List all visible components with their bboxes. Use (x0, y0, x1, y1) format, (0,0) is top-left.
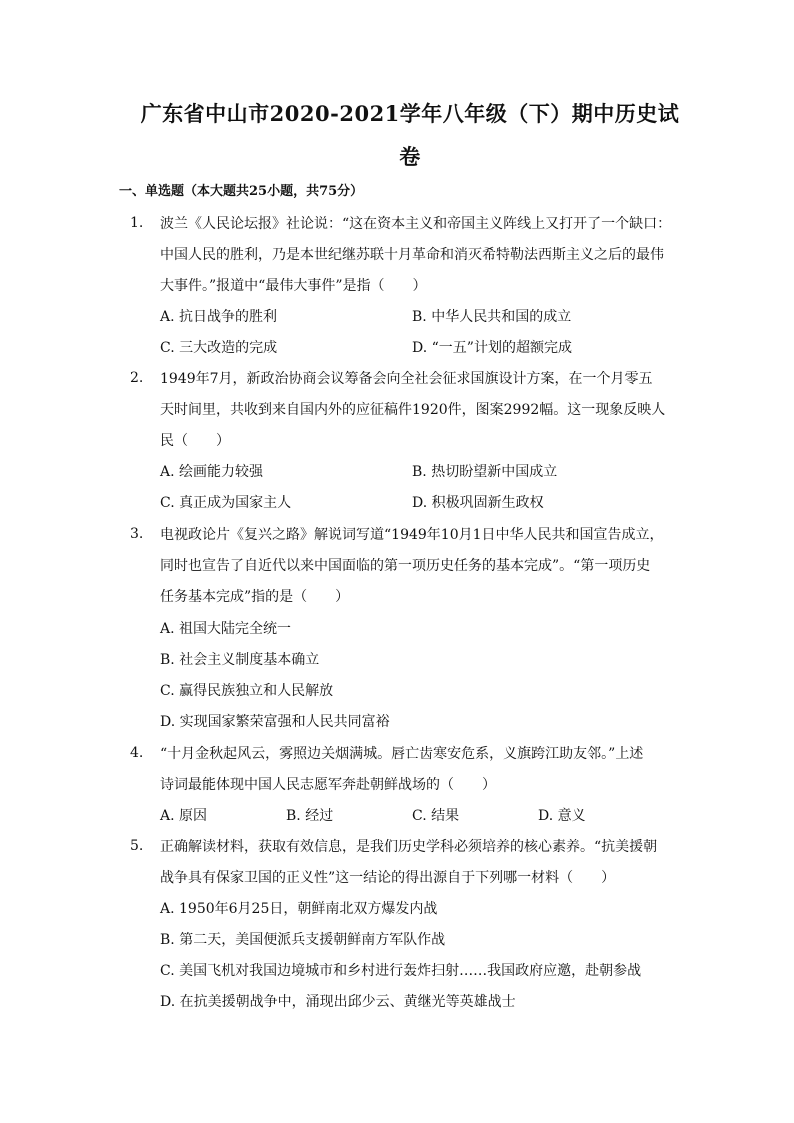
option-d: D. 意义 (538, 808, 586, 824)
question-number: 5. (130, 838, 144, 854)
question-stem-line: 任务基本完成”指的是（ ） (160, 589, 350, 605)
option-a: A. 抗日战争的胜利 (160, 309, 278, 325)
exam-title-line2: 卷 (399, 144, 421, 169)
option-c: C. 真正成为国家主人 (160, 495, 292, 511)
option-d: D. 积极巩固新生政权 (412, 495, 544, 511)
question-stem-line: 1949年7月，新政治协商会议筹备会向全社会征求国旗设计方案，在一个月零五 (160, 371, 653, 387)
question-stem-line: 中国人民的胜利，乃是本世纪继苏联十月革命和消灭希特勒法西斯主义之后的最伟 (160, 247, 664, 263)
question-number: 2. (130, 370, 144, 386)
option-b: B. 经过 (286, 808, 334, 824)
option-a: A. 祖国大陆完全统一 (160, 621, 292, 637)
option-a: A. 1950年6月25日，朝鲜南北双方爆发内战 (160, 901, 438, 917)
option-d: D. 实现国家繁荣富强和人民共同富裕 (160, 714, 390, 730)
exam-title-line1: 广东省中山市2020-2021学年八年级（下）期中历史试 (140, 101, 680, 126)
question-number: 4. (130, 745, 144, 761)
question-stem-line: 波兰《人民论坛报》社论说：“这在资本主义和帝国主义阵线上又打开了一个缺口： (160, 216, 672, 232)
option-c: C. 美国飞机对我国边境城市和乡村进行轰炸扫射……我国政府应邀，赴朝参战 (160, 963, 642, 979)
question-stem-line: 诗词最能体现中国人民志愿军奔赴朝鲜战场的（ ） (160, 777, 496, 793)
option-c: C. 三大改造的完成 (160, 340, 278, 356)
question-stem-line: “十月金秋起风云，雾照边关烟满城。唇亡齿寒安危系，义旗跨江助友邻。”上述 (160, 746, 644, 762)
question-stem-line: 大事件。”报道中“最伟大事件”是指（ ） (160, 278, 427, 294)
question-stem-line: 正确解读材料，获取有效信息，是我们历史学科必须培养的核心素养。“抗美援朝 (160, 839, 658, 855)
option-b: B. 中华人民共和国的成立 (412, 309, 572, 325)
question-stem-line: 天时间里，共收到来自国内外的应征稿件1920件，图案2992幅。这一现象反映人 (160, 402, 666, 418)
option-c: C. 赢得民族独立和人民解放 (160, 683, 334, 699)
question-stem-line: 战争具有保家卫国的正义性”这一结论的得出源自于下列哪一材料（ ） (160, 870, 616, 886)
option-b: B. 社会主义制度基本确立 (160, 652, 320, 668)
question-stem-line: 同时也宣告了自近代以来中国面临的第一项历史任务的基本完成”。“第一项历史 (160, 558, 651, 574)
question-stem-line: 民（ ） (160, 433, 230, 449)
option-a: A. 绘画能力较强 (160, 464, 264, 480)
option-d: D. 在抗美援朝战争中，涌现出邱少云、黄继光等英雄战士 (160, 994, 516, 1010)
option-b: B. 热切盼望新中国成立 (412, 464, 558, 480)
question-number: 3. (130, 526, 144, 542)
option-a: A. 原因 (160, 808, 208, 824)
option-d: D. “一五”计划的超额完成 (412, 340, 572, 356)
section-header: 一、单选题（本大题共25小题，共75分） (119, 184, 364, 199)
question-stem-line: 电视政论片《复兴之路》解说词写道“1949年10月1日中华人民共和国宣告成立， (160, 527, 664, 543)
option-c: C. 结果 (412, 808, 460, 824)
option-b: B. 第二天，美国便派兵支援朝鲜南方军队作战 (160, 932, 446, 948)
question-number: 1. (130, 215, 144, 231)
